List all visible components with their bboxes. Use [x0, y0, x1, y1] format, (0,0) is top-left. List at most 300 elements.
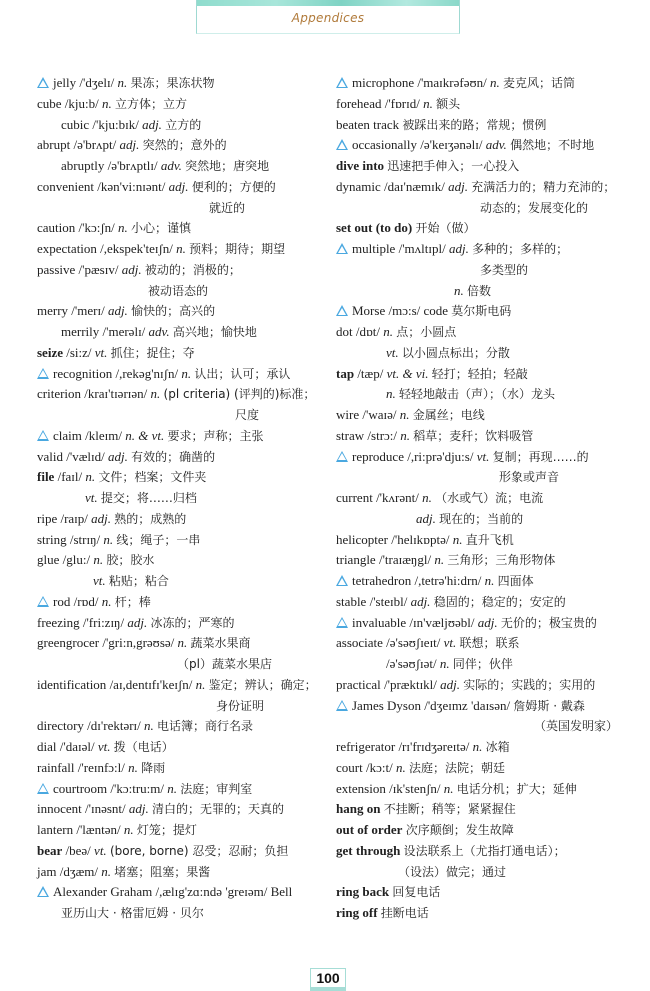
headword: abrupt: [37, 137, 71, 153]
pronunciation: /'læntən/: [76, 822, 121, 837]
part-of-speech: n.: [101, 593, 112, 609]
definition: 复制；再现……的: [492, 449, 589, 464]
glossary-entry: [336, 156, 636, 177]
definition: 胶；胶水: [106, 553, 155, 568]
glossary-entry: [336, 239, 636, 260]
glossary-entry: [37, 841, 327, 862]
part-of-speech: n.: [423, 95, 433, 111]
definition: 降雨: [141, 760, 166, 775]
glossary-entry: [336, 218, 636, 239]
definition: 以小圆点标出；分散: [401, 345, 510, 360]
part-of-speech: n.: [195, 676, 206, 692]
part-of-speech: n.: [102, 95, 112, 111]
headword: beaten track: [336, 116, 400, 132]
glossary-entry: [37, 467, 327, 488]
glossary-entry: [37, 364, 327, 385]
glossary-entry-continuation: [336, 260, 636, 281]
glossary-entry: [336, 135, 636, 156]
part-of-speech: adj.: [440, 676, 461, 692]
part-of-speech: n.: [118, 220, 128, 236]
glossary-entry: [336, 322, 636, 343]
definition: 电话分机；扩大；延伸: [456, 781, 577, 796]
headword: current: [336, 490, 373, 505]
part-of-speech: n.: [176, 241, 186, 256]
definition: 便利的；方便的: [191, 179, 276, 194]
glossary-entry: [37, 343, 327, 364]
pronunciation: /si:z/: [66, 344, 92, 360]
headword: abruptly: [61, 158, 105, 173]
headword: jam: [37, 863, 57, 879]
headword: Alexander Graham: [53, 884, 153, 900]
part-of-speech: n.: [103, 531, 114, 547]
part-of-speech: adv.: [148, 324, 170, 339]
glossary-entry: [336, 94, 636, 115]
definition: 点；小圆点: [396, 325, 457, 339]
pronunciation: /,rekəg'nɪʃn/: [115, 365, 179, 381]
definition: 冰冻的；严寒的: [150, 615, 235, 630]
part-of-speech: n.: [150, 386, 161, 402]
triangle-marker-icon: [336, 617, 348, 628]
headword: court: [336, 759, 363, 775]
part-of-speech: n.: [472, 739, 483, 754]
glossary-entry: [336, 882, 636, 903]
part-of-speech: n.: [128, 759, 138, 775]
headword: string: [37, 531, 67, 547]
part-of-speech: n.: [400, 427, 411, 443]
glossary-entry: [37, 820, 327, 841]
pronunciation: /'merəlɪ/: [102, 324, 146, 339]
pronunciation: /'steɪbl/: [369, 593, 408, 609]
definition: 形象或声音: [499, 470, 560, 485]
pronunciation: /strɪŋ/: [69, 531, 101, 547]
part-of-speech: n.: [454, 282, 464, 298]
pronunciation: /tæp/: [357, 365, 384, 381]
glossary-entry-continuation: [336, 198, 636, 219]
headword: valid: [37, 448, 63, 464]
definition: 高兴地；愉快地: [172, 325, 257, 339]
glossary-entry: [336, 799, 636, 820]
pronunciation: /dʒæm/: [59, 863, 99, 879]
triangle-marker-icon: [37, 783, 49, 794]
definition: 堵塞；阻塞；果酱: [114, 864, 211, 879]
glossary-entry: [336, 633, 636, 654]
part-of-speech: adj.: [91, 510, 112, 526]
headword: hang on: [336, 801, 381, 817]
headword: forehead: [336, 95, 382, 111]
headword: ring off: [336, 905, 378, 920]
pronunciation: /,tetrə'hi:drn/: [414, 573, 482, 588]
page-number: 100: [310, 968, 346, 991]
glossary-entry: [37, 675, 327, 696]
part-of-speech: vt. & vi.: [386, 365, 429, 381]
pronunciation: /ɪn'væljʊəbl/: [409, 614, 475, 630]
glossary-entry: [37, 882, 327, 903]
headword: ring back: [336, 884, 390, 900]
definition: 突然的；意外的: [142, 138, 227, 153]
glossary-entry: [37, 737, 327, 758]
definition: 亚历山大 · 格雷厄姆 · 贝尔: [61, 906, 204, 920]
pronunciation: /'fɒrɪd/: [384, 95, 420, 111]
pronunciation: /'fri:zɪŋ/: [82, 614, 125, 630]
glossary-entry: [336, 820, 636, 841]
glossary-entry: [37, 301, 327, 322]
part-of-speech: adj.: [410, 593, 431, 609]
glossary-entry-continuation: [336, 654, 636, 675]
triangle-marker-icon: [336, 700, 348, 711]
definition: （水或气）流；电流: [435, 491, 544, 505]
definition: 认出；认可；承认: [194, 366, 291, 381]
definition: 粘贴；粘合: [108, 574, 169, 588]
glossary-right-column: [336, 73, 636, 924]
definition: （pl）蔬菜水果店: [177, 657, 272, 671]
pronunciation: /'merɪ/: [71, 303, 105, 319]
glossary-entry: [336, 841, 636, 862]
part-of-speech: vt.: [476, 448, 490, 464]
part-of-speech: n.: [144, 718, 154, 734]
part-of-speech: adv.: [485, 137, 507, 153]
headword: multiple: [352, 241, 396, 256]
definition: 突然地；唐突地: [185, 159, 270, 173]
pronunciation: /,ri:prə'dju:s/: [407, 448, 474, 464]
definition: 充满活力的；精力充沛的；: [471, 179, 616, 194]
definition: 回复电话: [392, 885, 441, 900]
pronunciation: /aɪ,dentɪfɪ'keɪʃn/: [109, 676, 193, 692]
glossary-entry-continuation: [336, 467, 636, 488]
part-of-speech: adj.: [119, 137, 140, 153]
pronunciation: /mɔ:s/ code: [388, 303, 449, 319]
pronunciation: /strɔ:/: [367, 427, 398, 443]
part-of-speech: adj.: [448, 241, 469, 256]
headword: identification: [37, 676, 107, 692]
glossary-entry: [37, 94, 327, 115]
pronunciation: /'ɪnəsnt/: [85, 801, 126, 817]
headword: expectation: [37, 241, 97, 256]
part-of-speech: vt.: [85, 490, 98, 505]
headword: cubic: [61, 116, 90, 132]
glossary-entry: [37, 613, 327, 634]
headword: extension: [336, 780, 386, 796]
glossary-entry: [37, 550, 327, 571]
headword: jelly: [53, 75, 77, 90]
headword: directory: [37, 718, 84, 734]
definition: 直升飞机: [465, 532, 514, 547]
pronunciation: /ə'səʊʃɪət/: [386, 656, 437, 671]
triangle-marker-icon: [336, 139, 348, 150]
triangle-marker-icon: [336, 575, 348, 586]
definition: 四面体: [497, 574, 534, 588]
definition: 詹姆斯 · 戴森: [513, 698, 585, 713]
headword: tetrahedron: [352, 573, 412, 588]
glossary-entry-continuation: [336, 384, 636, 405]
part-of-speech: n.: [395, 759, 406, 775]
glossary-entry: [37, 447, 327, 468]
glossary-left-column: [37, 73, 327, 924]
definition: 不挂断；稍等；紧紧握住: [383, 802, 516, 817]
pronunciation: /ə'brʌpt/: [73, 137, 117, 153]
definition: 被动的；消极的；: [144, 262, 241, 277]
pronunciation: /'kɔ:tru:m/: [110, 780, 165, 796]
glossary-entry: [37, 135, 327, 156]
pronunciation: /,ekspek'teɪʃn/: [100, 241, 173, 256]
glossary-entry-continuation: [37, 571, 327, 592]
headword: stable: [336, 593, 367, 609]
headword: dynamic: [336, 178, 381, 194]
definition: 偶然地；不时地: [510, 138, 595, 153]
glossary-entry-continuation: [37, 696, 327, 717]
pronunciation: /rɒd/: [73, 593, 99, 609]
definition: 设法联系上（尤指打通电话）；: [403, 843, 566, 858]
definition: 多类型的: [480, 262, 529, 277]
definition: （设法）做完；通过: [398, 864, 507, 879]
part-of-speech: n.: [117, 75, 128, 90]
definition: 被踩出来的路；常规；惯例: [402, 117, 547, 132]
headword: freezing: [37, 614, 80, 630]
headword: dive into: [336, 158, 385, 173]
headword: ripe: [37, 510, 58, 526]
pronunciation: /'reɪnfɔ:l/: [77, 759, 125, 775]
glossary-entry-continuation: [37, 281, 327, 302]
pronunciation: /'traɪæŋgl/: [378, 552, 432, 568]
glossary-entry: [37, 779, 327, 800]
definition: 迅速把手伸入；一心投入: [387, 159, 520, 173]
pronunciation: /'maɪkrəfəʊn/: [417, 75, 487, 90]
headword: wire: [336, 407, 360, 422]
glossary-entry: [336, 364, 636, 385]
headword: convenient: [37, 178, 95, 194]
pronunciation: /rɪ'frɪdʒəreɪtə/: [398, 739, 470, 754]
pronunciation: /'kɔ:ʃn/: [78, 220, 115, 236]
headword: merry: [37, 303, 69, 319]
part-of-speech: adj.: [121, 261, 142, 277]
definition: 拨（电话）: [113, 740, 174, 754]
definition: 文件；档案；文件夹: [98, 470, 207, 485]
glossary-entry: [37, 592, 327, 613]
definition: 冰箱: [485, 740, 510, 754]
pronunciation: /'vælɪd/: [66, 448, 105, 464]
glossary-entry: [37, 530, 327, 551]
definition: 提交；将……归档: [100, 491, 197, 505]
definition: （英国发明家）: [534, 719, 619, 734]
triangle-marker-icon: [37, 596, 49, 607]
definition: 联想；联系: [459, 636, 520, 651]
definition: (bore, borne) 忍受；忍耐；负担: [109, 843, 289, 858]
headword: out of order: [336, 822, 403, 837]
glossary-entry: [336, 530, 636, 551]
glossary-entry-continuation: [37, 654, 327, 675]
pronunciation: /'præktɪkl/: [384, 676, 437, 692]
headword: merrily: [61, 324, 100, 339]
part-of-speech: n.: [490, 75, 500, 90]
definition: 现在的；当前的: [439, 511, 524, 526]
pronunciation: /'pæsɪv/: [78, 261, 119, 277]
part-of-speech: adj.: [168, 178, 189, 194]
part-of-speech: n.: [443, 780, 454, 796]
definition: 熟的；成熟的: [114, 511, 187, 526]
pronunciation: /ə'səʊʃɪeɪt/: [386, 635, 441, 651]
part-of-speech: adj.: [107, 303, 128, 319]
glossary-entry-continuation: [336, 862, 636, 883]
definition: 被动语态的: [148, 283, 209, 298]
glossary-entry: [336, 426, 636, 447]
part-of-speech: vt.: [97, 739, 111, 754]
part-of-speech: n.: [93, 552, 104, 568]
part-of-speech: adj.: [448, 178, 468, 194]
glossary-entry: [336, 73, 636, 94]
glossary-entry-continuation: [336, 716, 636, 737]
headword: dot: [336, 324, 353, 339]
headword: tap: [336, 365, 355, 381]
pronunciation: /'helɪkɒptə/: [391, 531, 450, 547]
glossary-entry-continuation: [37, 405, 327, 426]
triangle-marker-icon: [37, 77, 49, 88]
glossary-entry-continuation: [37, 903, 327, 924]
pronunciation: /kleɪm/: [85, 427, 122, 443]
headword: claim: [53, 427, 82, 443]
headword: bear: [37, 842, 63, 858]
glossary-entry: [336, 758, 636, 779]
headword: Morse: [352, 303, 386, 319]
pronunciation: /beə/: [65, 842, 91, 858]
glossary-entry: [336, 903, 636, 924]
pronunciation: /dɒt/: [355, 324, 381, 339]
part-of-speech: n.: [386, 386, 396, 402]
part-of-speech: n.: [181, 365, 192, 381]
part-of-speech: vt.: [93, 573, 106, 588]
glossary-entry: [37, 758, 327, 779]
definition: 立方的: [165, 117, 202, 132]
part-of-speech: n.: [439, 656, 450, 671]
glossary-entry: [37, 239, 327, 260]
pronunciation: /,ælɪg'zɑ:ndə 'greɪəm/ Bell: [155, 884, 293, 900]
definition: 杆；棒: [114, 594, 151, 609]
triangle-marker-icon: [336, 305, 348, 316]
pronunciation: /kɔ:t/: [365, 759, 393, 775]
headword: reproduce: [352, 448, 404, 464]
definition: 蔬菜水果商: [190, 636, 251, 651]
definition: 有效的；确凿的: [131, 449, 216, 464]
glossary-entry: [336, 301, 636, 322]
glossary-entry: [37, 426, 327, 447]
definition: 鉴定；辨认；确定；: [208, 677, 317, 692]
pronunciation: /ə'brʌptlɪ/: [107, 158, 158, 173]
definition: 要求；声称；主张: [167, 428, 264, 443]
definition: 果冻；果冻状物: [130, 76, 215, 90]
definition: 开始（做）: [415, 221, 476, 236]
definition: 动态的；发展变化的: [480, 200, 589, 215]
glossary-entry: [37, 115, 327, 136]
glossary-entry: [37, 322, 327, 343]
headword: invaluable: [352, 614, 407, 630]
definition: 灯笼；提灯: [136, 823, 197, 837]
headword: rainfall: [37, 759, 75, 775]
glossary-entry: [336, 405, 636, 426]
triangle-marker-icon: [336, 77, 348, 88]
glossary-entry: [336, 177, 636, 198]
glossary-entry: [336, 675, 636, 696]
headword: rod: [53, 593, 71, 609]
glossary-entry-continuation: [336, 343, 636, 364]
part-of-speech: vt.: [443, 635, 457, 651]
pronunciation: /'kʌrənt/: [376, 490, 419, 505]
definition: 莫尔斯电码: [451, 304, 512, 319]
definition: 立方体；立方: [115, 96, 188, 111]
glossary-entry: [37, 73, 327, 94]
pronunciation: /'dʒelɪ/: [79, 75, 115, 90]
definition: 线；绳子；一串: [116, 532, 201, 547]
definition: (pl criteria) (评判的)标准；: [163, 387, 316, 402]
part-of-speech: n.: [101, 863, 112, 879]
glossary-entry: [336, 571, 636, 592]
definition: 轻轻地敲击（声）；（水）龙头: [399, 387, 556, 402]
definition: 倍数: [467, 283, 492, 298]
part-of-speech: adj.: [128, 801, 149, 817]
headword: caution: [37, 220, 76, 236]
triangle-marker-icon: [336, 243, 348, 254]
pronunciation: /'waɪə/: [362, 407, 397, 422]
part-of-speech: vt.: [94, 842, 107, 858]
definition: 小心；谨慎: [131, 221, 192, 236]
triangle-marker-icon: [336, 451, 348, 462]
headword: file: [37, 469, 55, 485]
headword: microphone: [352, 75, 415, 90]
headword: seize: [37, 344, 63, 360]
part-of-speech: n.: [177, 635, 188, 651]
pronunciation: /glu:/: [62, 552, 91, 568]
headword: straw: [336, 427, 365, 443]
definition: 稳固的；稳定的；安定的: [433, 594, 566, 609]
glossary-entry: [37, 633, 327, 654]
glossary-entry: [37, 862, 327, 883]
definition: 轻打；轻拍；轻敲: [431, 366, 528, 381]
glossary-entry: [336, 737, 636, 758]
definition: 清白的；无罪的；天真的: [152, 802, 285, 817]
pronunciation: /kraɪ'tɪərɪən/: [84, 386, 148, 402]
definition: 挂断电话: [380, 906, 429, 920]
part-of-speech: n.: [434, 552, 445, 568]
definition: 稻草；麦秆；饮料吸管: [413, 428, 534, 443]
part-of-speech: vt.: [386, 344, 399, 360]
definition: 金属丝；电线: [412, 408, 485, 422]
definition: 额头: [436, 96, 461, 111]
definition: 麦克风；话筒: [503, 76, 576, 90]
part-of-speech: adj.: [127, 614, 148, 630]
definition: 法庭；审判室: [180, 781, 253, 796]
headword: passive: [37, 261, 76, 277]
headword: triangle: [336, 552, 376, 568]
pronunciation: /'daɪəl/: [59, 739, 95, 754]
definition: 预料；期待；期望: [189, 242, 286, 256]
part-of-speech: adv.: [160, 158, 182, 173]
headword: greengrocer: [37, 635, 100, 651]
headword: James Dyson: [352, 697, 421, 713]
part-of-speech: adj.: [477, 614, 498, 630]
headword: cube: [37, 95, 62, 111]
glossary-entry: [336, 592, 636, 613]
section-title: Appendices: [291, 11, 365, 25]
definition: 同伴；伙伴: [452, 657, 513, 671]
headword: set out (to do): [336, 220, 413, 236]
glossary-entry: [336, 696, 636, 717]
glossary-entry: [37, 384, 327, 405]
glossary-entry: [336, 488, 636, 509]
glossary-entry: [336, 115, 636, 136]
pronunciation: /'gri:n,grəʊsə/: [102, 635, 175, 651]
headword: refrigerator: [336, 739, 396, 754]
definition: 无价的；极宝贵的: [500, 615, 597, 630]
definition: 多种的；多样的；: [472, 242, 569, 256]
part-of-speech: n.: [452, 531, 463, 547]
part-of-speech: n.: [123, 822, 134, 837]
